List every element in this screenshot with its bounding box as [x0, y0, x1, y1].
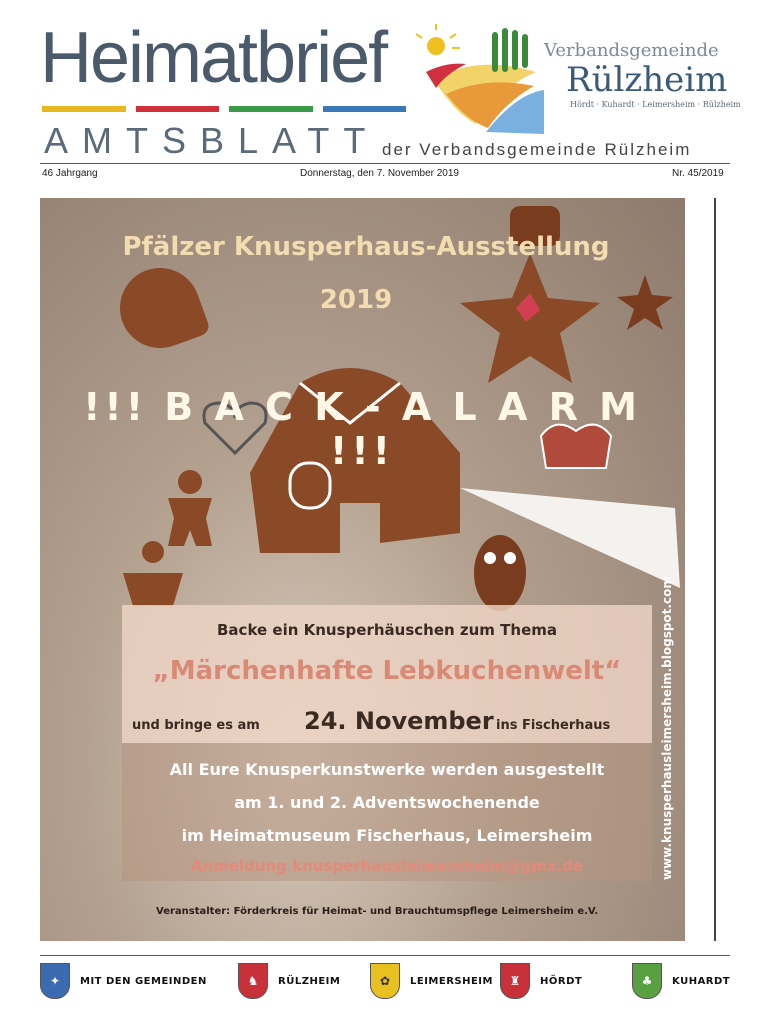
- poster-backe: Backe ein Knusperhäuschen zum Thema: [217, 621, 557, 639]
- poster-title: Pfälzer Knusperhaus-Ausstellung: [122, 232, 610, 262]
- bar-yellow: [42, 106, 126, 112]
- gingerbread-man: [160, 468, 220, 548]
- poster-ins: ins Fischerhaus: [496, 718, 611, 733]
- poster-alarm: !!! B A C K - A L A R M !!!: [83, 385, 641, 473]
- footer-label: HÖRDT: [540, 975, 583, 987]
- logo-line1: Verbandsgemeinde: [544, 40, 719, 61]
- gingerbread-angel: [118, 538, 188, 608]
- footer-label: MIT DEN GEMEINDEN: [80, 975, 207, 987]
- poster-all: All Eure Knusperkunstwerke werden ausgestellt: [169, 760, 605, 779]
- poster-theme: „Märchenhafte Lebkuchenwelt“: [152, 656, 622, 686]
- footer-label: LEIMERSHEIM: [410, 975, 493, 987]
- poster-am: am 1. und 2. Adventswochenende: [234, 793, 540, 812]
- logo-towns: Hördt · Kuhardt · Leimersheim · Rülzheim: [570, 100, 741, 109]
- poster-anmeldung[interactable]: Anmeldung knusperhausleimersheim@gmx.de: [190, 857, 584, 875]
- header-rule: [40, 163, 730, 164]
- footer-item-kuhardt: [632, 962, 730, 1000]
- color-bars: [42, 106, 406, 112]
- bar-green: [229, 106, 313, 112]
- poster-year: 2019: [319, 285, 393, 315]
- footer-label: KUHARDT: [672, 975, 731, 987]
- footer-rule: [40, 955, 730, 956]
- crest-leimersheim-icon: ✿: [370, 963, 400, 999]
- right-margin-bar: [714, 198, 732, 941]
- poster-bringe: und bringe es am: [132, 718, 260, 733]
- publication-subtitle: der Verbandsgemeinde Rülzheim: [382, 140, 692, 159]
- vg-logo-icon: [416, 24, 546, 134]
- masthead-title: Heimatbrief: [40, 18, 387, 98]
- poster-url[interactable]: www.knusperhausleimersheim.blogspot.com: [660, 576, 674, 880]
- footer-item-hoerdt: [500, 962, 582, 1000]
- poster-date: 24. November: [304, 707, 494, 735]
- crest-hoerdt-icon: ♜: [500, 963, 530, 999]
- footer-item-vg: [40, 962, 207, 1000]
- crest-vg-icon: ✦: [40, 963, 70, 999]
- poster-veranstalter: Veranstalter: Förderkreis für Heimat- und Brauchtumspflege Leimersheim e.V.: [156, 906, 599, 917]
- logo-line2: Rülzheim: [566, 60, 728, 100]
- issue-date: Donnerstag, den 7. November 2019: [300, 168, 459, 179]
- issue-number: Nr. 45/2019: [672, 168, 724, 179]
- owl-cookie: [470, 528, 530, 613]
- footer-item-ruelzheim: [238, 962, 340, 1000]
- crest-ruelzheim-icon: ♞: [238, 963, 268, 999]
- bar-blue: [323, 106, 407, 112]
- poster-im: im Heimatmuseum Fischerhaus, Leimersheim: [181, 826, 593, 845]
- crest-kuhardt-icon: ♣: [632, 963, 662, 999]
- amtsblatt-label: AMTSBLATT: [44, 120, 380, 161]
- bar-red: [136, 106, 220, 112]
- jahrgang-label: 46 Jahrgang: [42, 168, 98, 179]
- footer-label: RÜLZHEIM: [278, 975, 341, 987]
- footer-item-leimersheim: [370, 962, 493, 1000]
